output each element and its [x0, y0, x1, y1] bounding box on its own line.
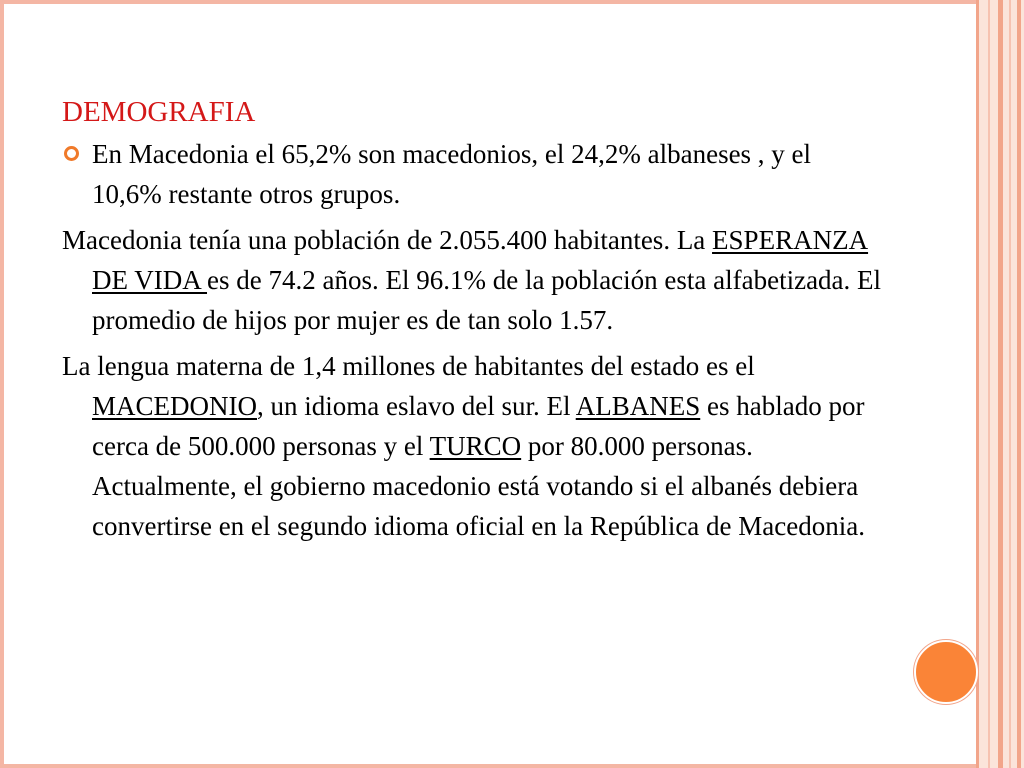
stripe: [998, 0, 1003, 768]
frame-left-line: [0, 0, 4, 768]
para3-text-4: por 80.000 personas. Actualmente, el gobierno macedonio está votando si el albanés debiera convertirse en el segundo idioma oficial en la República de Macedonia.: [92, 431, 865, 541]
paragraph-population: [62, 220, 882, 340]
turco-link[interactable]: TURCO: [429, 431, 522, 461]
slide-content: [62, 92, 882, 552]
right-decorative-stripes: [976, 0, 1024, 768]
para2-text-1: Macedonia tenía una población de 2.055.400 habitantes. La: [62, 225, 713, 255]
slide-title: DEMOGRAFIA: [62, 96, 256, 128]
para3-text-3: es hablado por cerca de 500.000 personas y el: [92, 391, 865, 461]
esperanza-de-vida-link[interactable]: ESPERANZA DE VIDA: [92, 225, 869, 295]
macedonio-link[interactable]: MACEDONIO: [92, 391, 257, 421]
stripe: [1017, 0, 1021, 768]
frame-top-line: [0, 0, 976, 4]
stripe: [976, 0, 979, 768]
para3-text-2: , un idioma eslavo del sur. El: [257, 391, 576, 421]
stripe: [1009, 0, 1011, 768]
bullet-icon: [64, 146, 79, 161]
paragraph-language: [62, 346, 882, 546]
orange-circle-icon: [914, 640, 978, 704]
bullet-text: En Macedonia el 65,2% son macedonios, el 24,2% albaneses , y el 10,6% restante otros grupos.: [92, 139, 812, 209]
stripe: [988, 0, 990, 768]
bullet-paragraph: [62, 134, 882, 214]
frame-bottom-line: [0, 764, 976, 768]
albanes-link[interactable]: ALBANES: [575, 391, 701, 421]
para2-text-2: es de 74.2 años. El 96.1% de la población esta alfabetizada. El promedio de hijos por mujer es de tan solo 1.57.: [92, 265, 882, 335]
para3-text-1: La lengua materna de 1,4 millones de habitantes del estado es el: [62, 351, 755, 381]
